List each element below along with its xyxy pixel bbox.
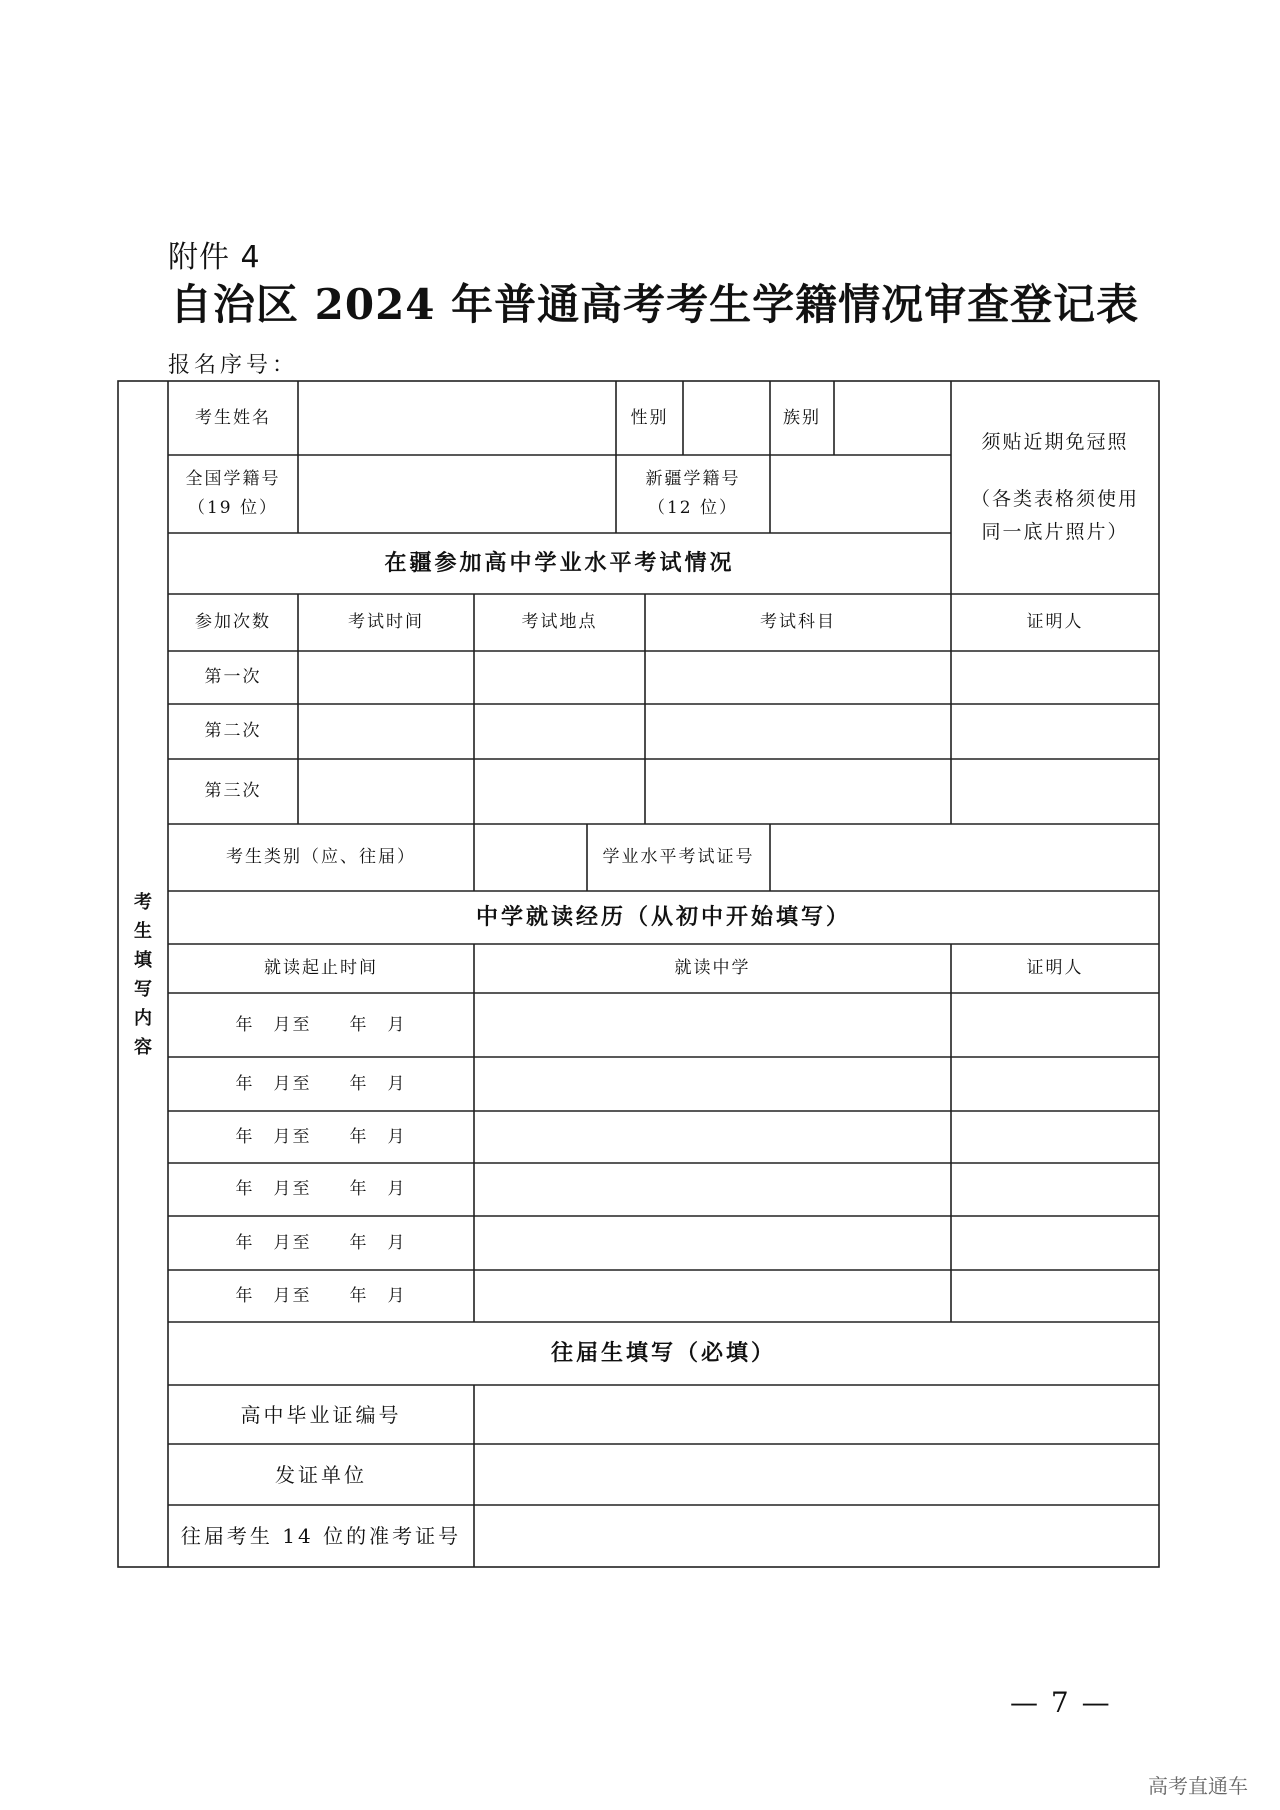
grad-cert-input[interactable] bbox=[474, 1385, 1159, 1444]
gender-input[interactable] bbox=[683, 381, 770, 455]
side-label-char: 内 bbox=[134, 1008, 152, 1030]
national-id-digits: （19 位） bbox=[187, 498, 279, 518]
xj-id-input[interactable] bbox=[770, 455, 951, 533]
attachment-label: 附件 4 bbox=[168, 240, 261, 275]
exam-cert-label: 学业水平考试证号 bbox=[602, 847, 755, 868]
xj-id-digits: （12 位） bbox=[647, 498, 739, 518]
side-label bbox=[118, 870, 168, 1080]
side-label-char: 生 bbox=[134, 920, 152, 942]
exam-header-place: 考试地点 bbox=[521, 612, 598, 633]
prev-ticket-input[interactable] bbox=[474, 1505, 1159, 1567]
candidate-type-label: 考生类别（应、往届） bbox=[226, 847, 416, 868]
history-header-period: 就读起止时间 bbox=[264, 958, 378, 979]
history-section-title: 中学就读经历（从初中开始填写） bbox=[475, 903, 851, 930]
exam-row-label: 第二次 bbox=[204, 721, 262, 742]
prev-ticket-label: 往届考生 14 位的准考证号 bbox=[180, 1524, 462, 1548]
xj-id-label bbox=[616, 455, 770, 533]
national-id-label-text: 全国学籍号 bbox=[185, 469, 281, 490]
photo-box[interactable] bbox=[951, 381, 1159, 594]
page-title: 自治区 2024 年普通高考考生学籍情况审查登记表 bbox=[170, 280, 1140, 329]
national-id-input[interactable] bbox=[298, 455, 616, 533]
side-label-char: 写 bbox=[134, 979, 152, 1000]
name-label: 考生姓名 bbox=[195, 407, 271, 428]
history-header-witness: 证明人 bbox=[1026, 958, 1084, 979]
exam-row-label: 第一次 bbox=[204, 667, 262, 688]
history-header-school: 就读中学 bbox=[674, 958, 751, 979]
photo-note: （各类表格须使用 bbox=[970, 487, 1139, 510]
watermark: 高考直通车 bbox=[1148, 1774, 1248, 1798]
candidate-type-input[interactable] bbox=[474, 824, 587, 891]
exam-cert-input[interactable] bbox=[770, 824, 1159, 891]
exam-header-count: 参加次数 bbox=[195, 612, 271, 633]
history-period: 年 月至 年 月 bbox=[235, 1014, 407, 1035]
exam-row-label: 第三次 bbox=[204, 781, 262, 802]
serial-number-label: 报名序号： bbox=[168, 353, 299, 378]
side-label-char: 填 bbox=[134, 949, 152, 971]
exam-section-title: 在疆参加高中学业水平考试情况 bbox=[384, 549, 735, 576]
page-number: — 7 — bbox=[1010, 1686, 1112, 1719]
photo-note: 同一底片照片） bbox=[981, 521, 1129, 544]
ethnicity-label: 族别 bbox=[783, 407, 821, 428]
repeat-section-title: 往届生填写（必填） bbox=[550, 1339, 776, 1366]
history-period: 年 月至 年 月 bbox=[235, 1285, 407, 1306]
photo-instruction: 须贴近期免冠照 bbox=[981, 430, 1129, 453]
side-label-char: 容 bbox=[134, 1037, 152, 1059]
history-period: 年 月至 年 月 bbox=[235, 1232, 407, 1253]
xj-id-label-text: 新疆学籍号 bbox=[645, 469, 741, 490]
exam-header-witness: 证明人 bbox=[1026, 612, 1084, 633]
ethnicity-input[interactable] bbox=[834, 381, 951, 455]
history-period: 年 月至 年 月 bbox=[235, 1179, 407, 1200]
exam-header-time: 考试时间 bbox=[348, 612, 424, 633]
history-period: 年 月至 年 月 bbox=[235, 1073, 407, 1094]
grad-cert-label: 高中毕业证编号 bbox=[240, 1402, 402, 1427]
national-id-label bbox=[168, 455, 298, 533]
side-label-char: 考 bbox=[134, 891, 152, 913]
gender-label: 性别 bbox=[630, 407, 669, 428]
issuer-label: 发证单位 bbox=[275, 1462, 367, 1487]
exam-header-subject: 考试科目 bbox=[760, 612, 836, 633]
name-input[interactable] bbox=[298, 381, 616, 455]
issuer-input[interactable] bbox=[474, 1444, 1159, 1505]
history-period: 年 月至 年 月 bbox=[235, 1126, 407, 1147]
